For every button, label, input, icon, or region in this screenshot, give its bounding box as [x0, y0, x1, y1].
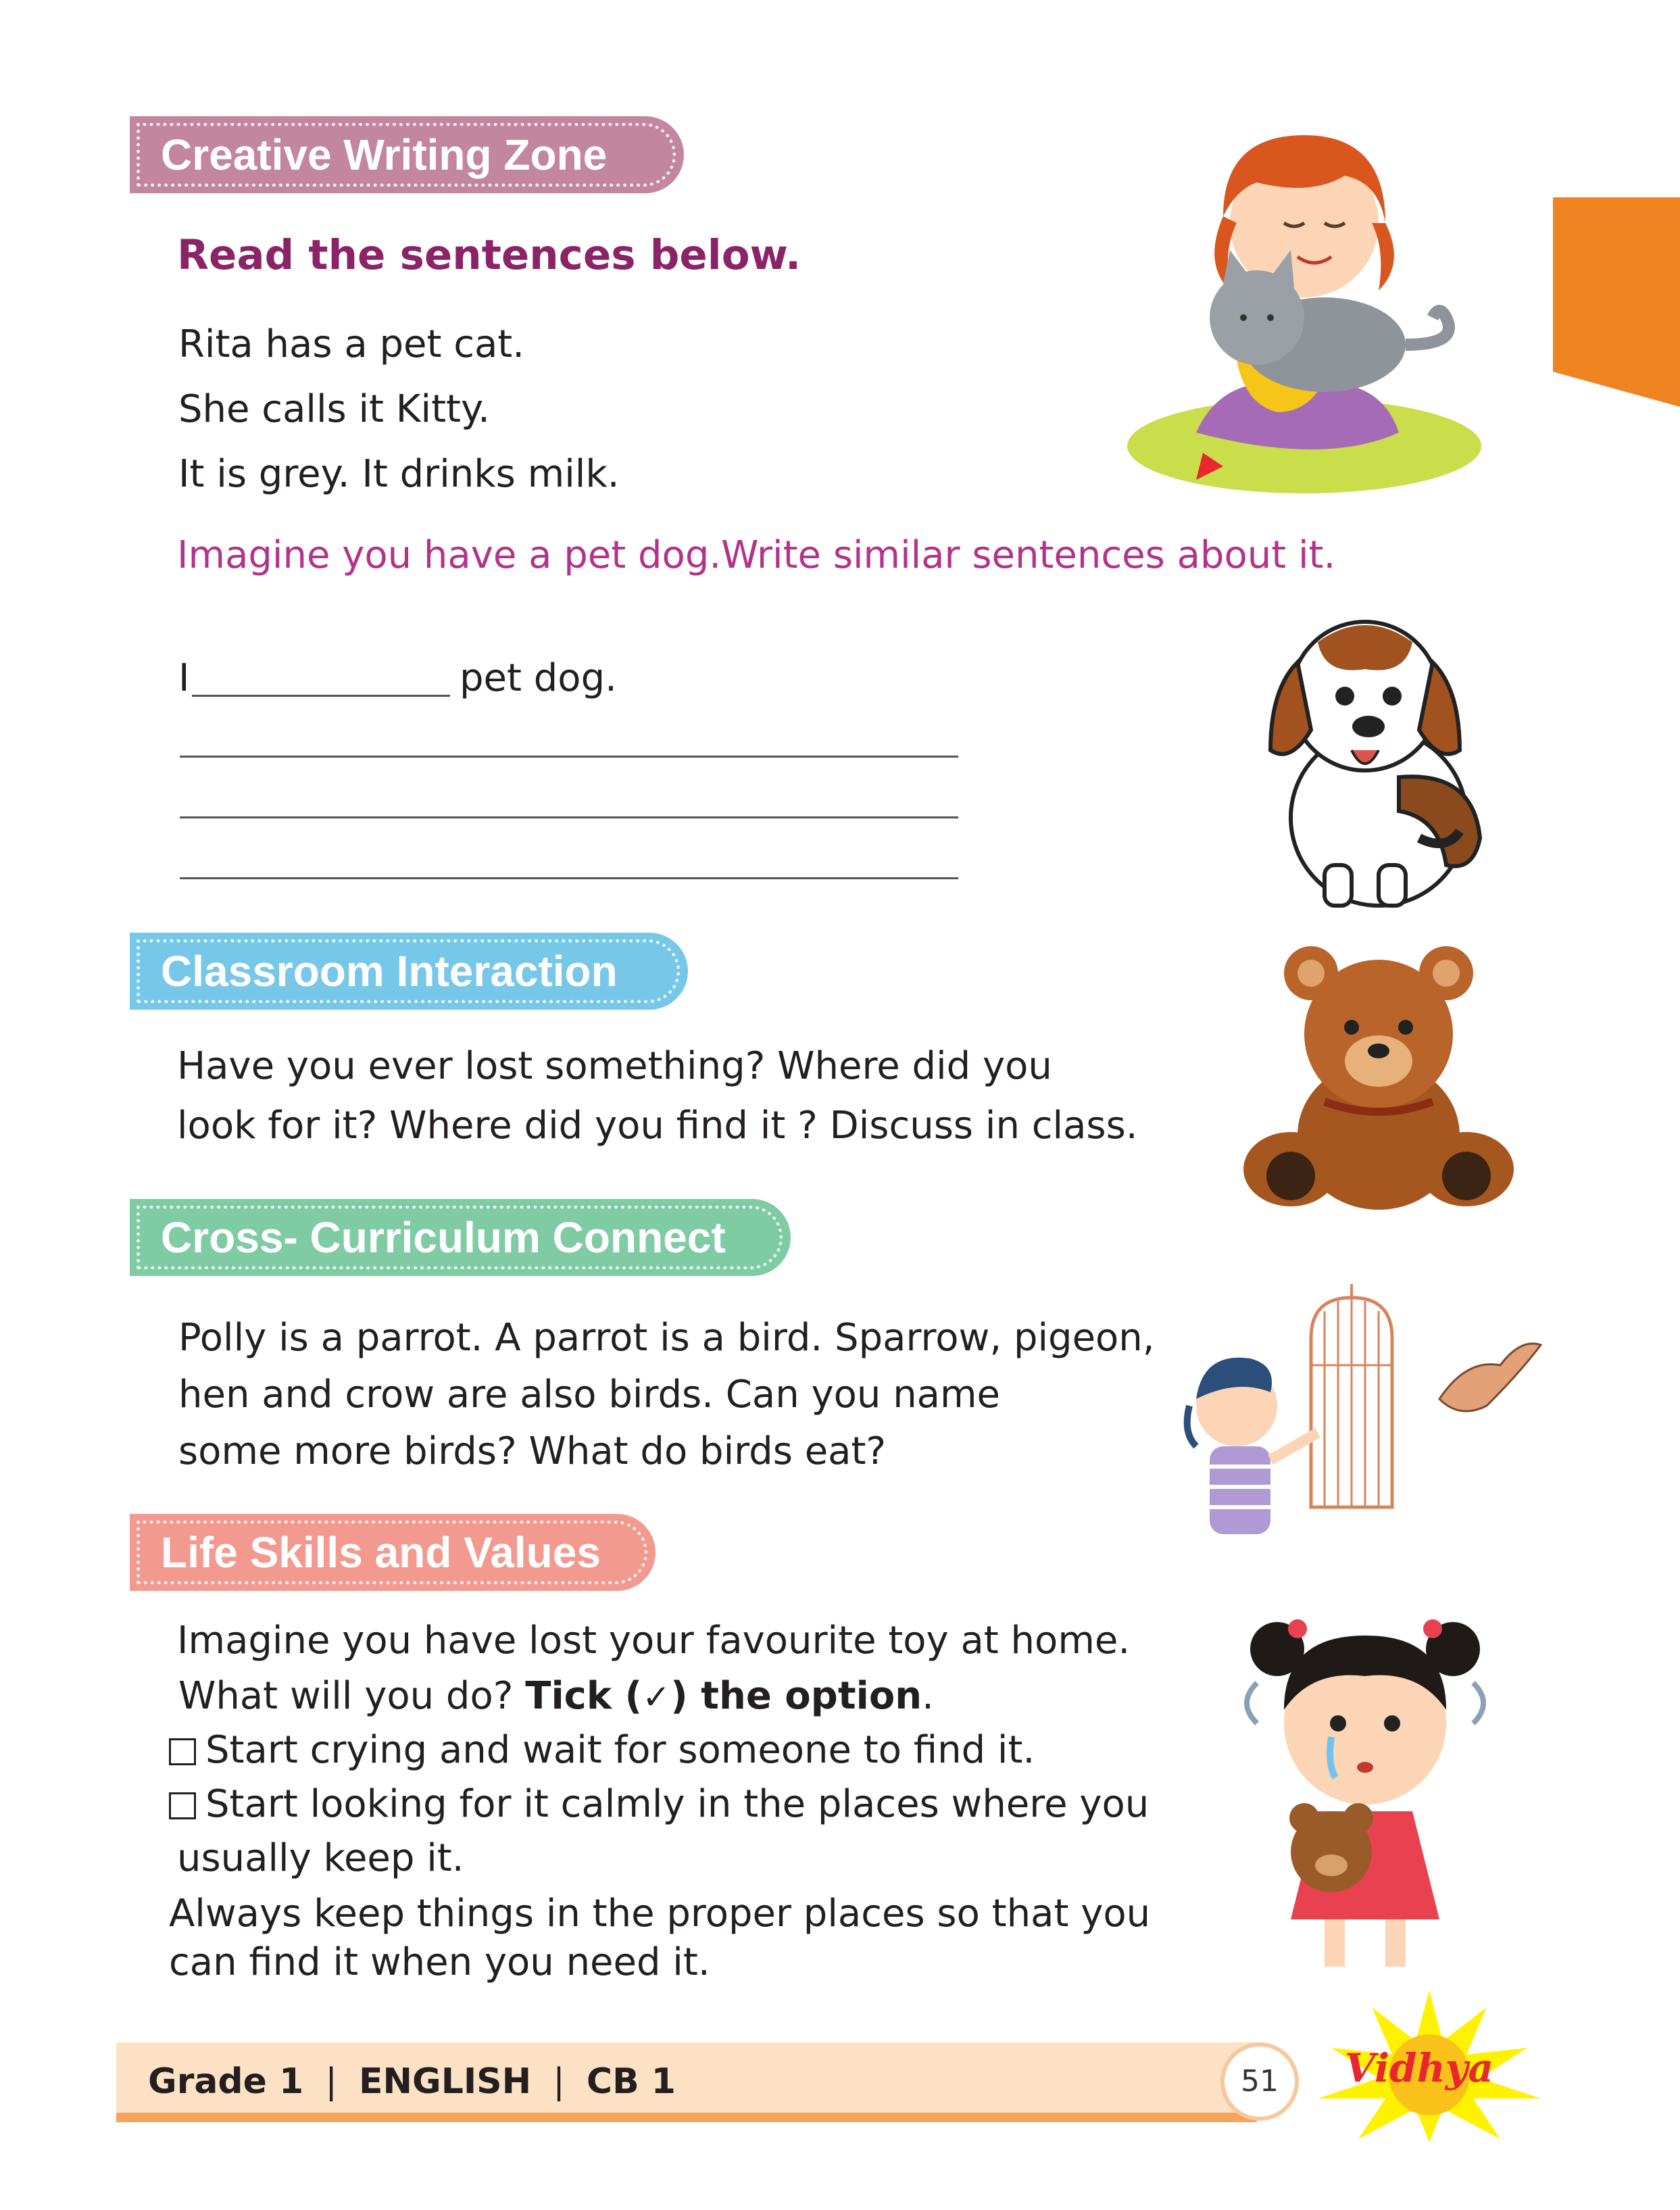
fill-prefix: I — [178, 656, 190, 700]
beagle-puppy — [1243, 595, 1514, 919]
writing-task: Imagine you have a pet dog.Write similar sentences about it. — [177, 533, 1336, 577]
footer-book: CB 1 — [586, 2061, 676, 2102]
life-skills-title: Life Skills and Values — [161, 1528, 601, 1577]
tick-instruction-end: ) the option — [670, 1674, 922, 1718]
cross-line-1: Polly is a parrot. A parrot is a bird. Sparrow, pigeon, — [178, 1316, 1155, 1360]
fill-suffix: pet dog. — [460, 656, 617, 700]
option-1-checkbox[interactable] — [169, 1738, 196, 1765]
girl-crying-with-teddy — [1216, 1609, 1514, 1987]
creative-writing-title: Creative Writing Zone — [161, 130, 608, 179]
option-2-checkbox[interactable] — [169, 1792, 196, 1819]
sentence-3: It is grey. It drinks milk. — [178, 452, 620, 496]
cross-line-3: some more birds? What do birds eat? — [178, 1429, 887, 1473]
cross-curriculum-banner — [130, 1199, 791, 1276]
sentence-2: She calls it Kitty. — [178, 387, 490, 431]
page-number-badge — [1220, 2042, 1299, 2121]
creative-writing-banner — [130, 116, 684, 193]
cross-line-2: hen and crow are also birds. Can you name — [178, 1373, 1001, 1417]
footer-subject: ENGLISH — [358, 2061, 532, 2102]
option-1-label: Start crying and wait for someone to find it. — [205, 1728, 1035, 1772]
vidhya-logo-text: Vidhya — [1345, 2045, 1494, 2091]
teddy-bear — [1243, 939, 1514, 1223]
classroom-interaction-title: Classroom Interaction — [161, 947, 618, 996]
option-2-label: Start looking for it calmly in the places where you — [205, 1782, 1150, 1826]
answer-line-3[interactable] — [180, 877, 958, 879]
tick-instruction-start: Tick ( — [525, 1674, 643, 1718]
read-instruction: Read the sentences below. — [177, 231, 801, 279]
footer-grade: Grade 1 — [148, 2061, 304, 2102]
period: . — [922, 1674, 934, 1718]
option-2-continued: usually keep it. — [177, 1836, 464, 1880]
tick-mark-icon: ✓ — [642, 1677, 671, 1717]
fill-blank[interactable] — [192, 695, 450, 697]
question-text: What will you do? — [178, 1674, 514, 1718]
answer-line-2[interactable] — [180, 816, 958, 818]
page-number: 51 — [1241, 2064, 1279, 2098]
closing-line-2: can find it when you need it. — [169, 1940, 710, 1984]
girl-with-cat — [1122, 115, 1487, 500]
classroom-line-1: Have you ever lost something? Where did you — [177, 1044, 1052, 1088]
child-releasing-bird — [1183, 1284, 1561, 1568]
cross-curriculum-title: Cross- Curriculum Connect — [161, 1213, 726, 1262]
answer-line-1[interactable] — [180, 756, 958, 758]
footer-separator-2: | — [553, 2061, 565, 2102]
orange-corner-tab — [1553, 197, 1680, 407]
classroom-interaction-banner — [130, 933, 688, 1010]
life-line-1: Imagine you have lost your favourite toy at home. — [177, 1619, 1131, 1663]
sentence-1: Rita has a pet cat. — [178, 322, 525, 366]
life-skills-banner — [130, 1514, 656, 1591]
footer-separator-1: | — [325, 2061, 337, 2102]
footer-text — [148, 2048, 676, 2115]
classroom-line-2: look for it? Where did you find it ? Discuss in class. — [177, 1104, 1138, 1148]
closing-line-1: Always keep things in the proper places so that you — [169, 1892, 1151, 1936]
